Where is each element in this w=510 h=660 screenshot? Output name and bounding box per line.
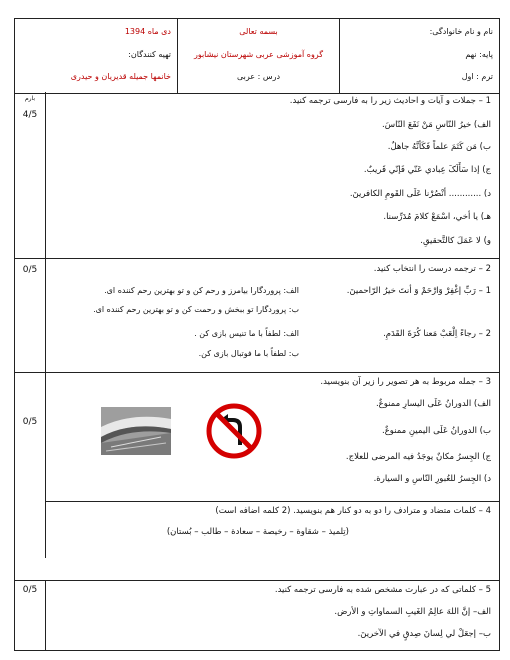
question-item: هـ) یا أخي، اسْمَعْ کلامَ مُدَرِّسنا. bbox=[383, 212, 491, 222]
header-center bbox=[177, 19, 339, 93]
exam-date: دی ماه 1394 bbox=[124, 27, 171, 36]
score-column-label: بارم bbox=[24, 95, 36, 102]
question-item: ب) الدورانُ عَلَی الیمینِ ممنوعٌ. bbox=[382, 426, 491, 436]
header-bismillah: بسمه تعالی bbox=[239, 27, 278, 36]
question-item: الف) خیرُ النّاسِ مَنْ نَفَعَ النّاسَ. bbox=[382, 120, 491, 130]
header-group: گروه آموزشی عربی شهرستان نیشابور bbox=[193, 50, 324, 59]
question-item: الف) الدورانُ عَلَی الیسارِ ممنوعٌ. bbox=[375, 399, 491, 409]
preparers-label: تهیه کنندگان: bbox=[128, 50, 171, 59]
question-item: د) الجِسرُ للعُبورِ النّاسِ و السیارة. bbox=[373, 474, 491, 484]
question-4-words: (تِلمیذ – شقاوة – رخیصة – سعادة – طالب – بُستان) bbox=[166, 527, 349, 537]
preparers-names: خانمها جمیله قدیریان و حیدری bbox=[70, 72, 171, 81]
student-name-label: نام و نام خانوادگی: bbox=[429, 27, 493, 36]
score-value: 0/5 bbox=[22, 265, 38, 275]
option-b: ب: لطفاً با ما فوتبال بازی کن. bbox=[198, 349, 299, 358]
score-cell bbox=[15, 259, 46, 373]
score-cell bbox=[15, 92, 46, 258]
no-left-turn-sign-icon bbox=[206, 403, 262, 459]
question-item: د) ............ أنْصُرْنا عَلَی القَومِ الکافرینَ. bbox=[349, 189, 491, 199]
question-item: 1 – رَبِّ إغْفِرْ وَارْحَمْ وَ أنتَ خیرُ الرّاحمینَ. bbox=[346, 286, 491, 296]
term-label: ترم : اول bbox=[461, 72, 493, 81]
option-b: ب: پروردگارا تو ببخش و رحمت کن و تو بهترین رحم کننده ای. bbox=[93, 305, 299, 314]
question-content bbox=[46, 373, 499, 558]
option-a: الف: لطفاً با ما تنیس بازی کن . bbox=[194, 329, 299, 338]
question-title: 1 – جملات و آیات و احادیث زیر را به فارسی ترجمه کنید. bbox=[289, 96, 491, 106]
exam-body bbox=[14, 92, 500, 651]
header-student-info bbox=[339, 19, 499, 93]
question-content bbox=[46, 92, 499, 258]
option-a: الف: پروردگارا بیامرز و رحم کن و تو بهترین رحم کننده ای. bbox=[104, 286, 299, 295]
bridge-photo-icon bbox=[101, 407, 171, 455]
question-title: 3 – جمله مربوط به هر تصویر را زیر آن بنویسید. bbox=[320, 377, 491, 387]
score-cell bbox=[15, 373, 46, 558]
header-meta bbox=[15, 19, 177, 93]
question-2 bbox=[15, 258, 499, 373]
question-title: 5 – کلماتی که در عبارت مشخص شده به فارسی ترجمه کنید. bbox=[274, 585, 491, 595]
score-cell bbox=[15, 581, 46, 651]
score-value: 0/5 bbox=[22, 585, 38, 595]
question-item: و) لا عَمَلَ کالتَّحقیقِ. bbox=[420, 236, 491, 246]
header-subject: درس : عربی bbox=[236, 72, 281, 81]
question-item: ب– إجعَلْ لي لِسانَ صِدقٍ في الآخرینَ. bbox=[357, 629, 491, 639]
exam-header bbox=[14, 18, 500, 94]
score-value: 4/5 bbox=[22, 110, 38, 120]
question-item: ب) مَن کَتَمَ علماً فَکَأنَّهُ جاهلٌ. bbox=[387, 142, 491, 152]
question-content bbox=[46, 581, 499, 651]
question-item: ج) الجِسرُ مکانٌ یوجَدُ فیه المرضی للعلاج. bbox=[345, 452, 491, 462]
question-5 bbox=[15, 580, 499, 651]
grade-label: پایه: نهم bbox=[465, 50, 493, 59]
question-item: ج) إذا سَأَلَکَ عِبادي عَنّي فَإنّي قَریبٌ. bbox=[363, 165, 491, 175]
score-value: 0/5 bbox=[22, 417, 38, 427]
question-3 bbox=[15, 372, 499, 558]
question-content bbox=[46, 259, 499, 373]
question-title: 2 – ترجمه درست را انتخاب کنید. bbox=[373, 264, 491, 274]
question-4-title: 4 – کلمات متضاد و مترادف را دو به دو کنار هم بنویسید. (2 کلمه اضافه است) bbox=[46, 501, 499, 516]
question-item: 2 – رجاءً اِلْعَبْ مَعنا کُرَةَ القَدَمِ. bbox=[383, 329, 491, 339]
exam-page bbox=[14, 18, 500, 650]
question-1 bbox=[15, 92, 499, 258]
question-item: الف– إنَّ اللهَ عالِمُ الغَیبِ السماواتِ و الأرض. bbox=[334, 607, 491, 617]
